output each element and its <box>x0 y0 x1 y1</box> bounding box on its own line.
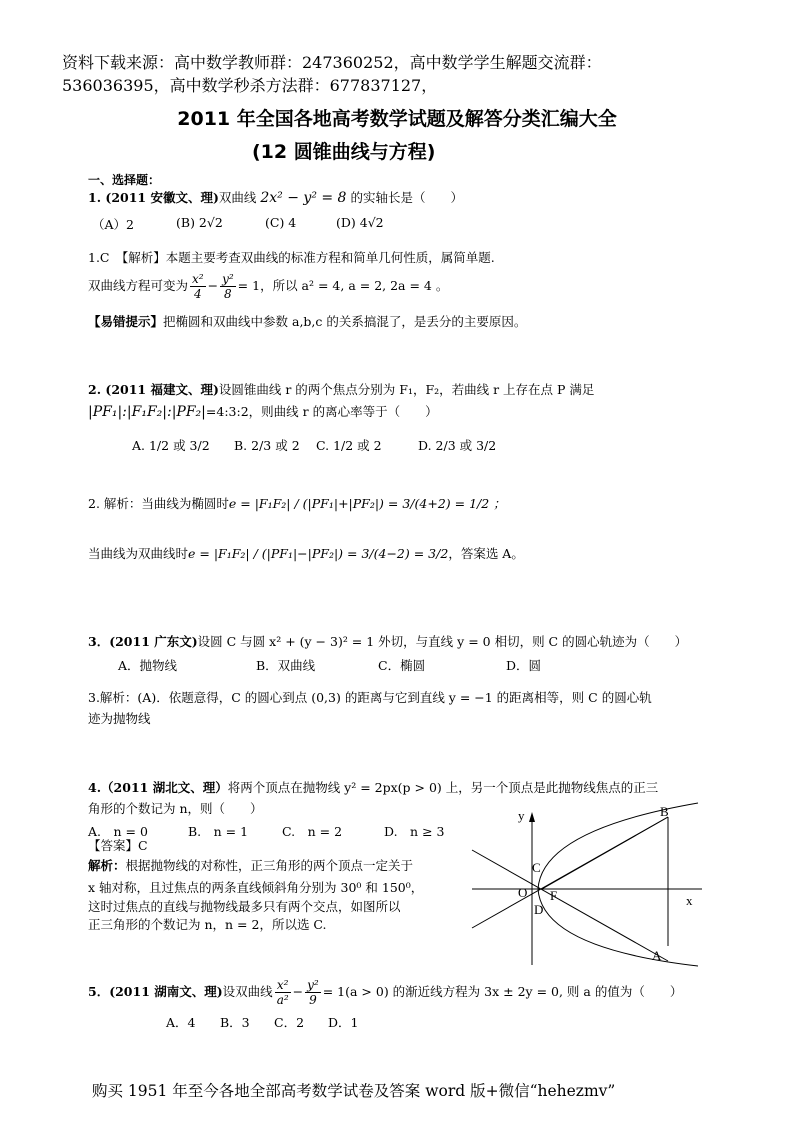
q1-solution-b: = 1，所以 a² = 4, a = 2, 2a = 4 。 <box>237 278 449 293</box>
segment-FB <box>542 817 668 889</box>
q2-solution-2-label: 当曲线为双曲线时 <box>88 546 189 561</box>
q4-option-d: D. n ≥ 3 <box>384 824 445 839</box>
q3-solution-line-2: 迹为抛物线 <box>88 711 151 726</box>
q5-frac-x: $\frac{\text{x²}}{\text{a²}}$ <box>276 978 289 1007</box>
q4-solution-line-1 <box>88 858 413 874</box>
line-through-focus-1 <box>472 850 668 961</box>
y-axis-arrow <box>529 812 535 822</box>
q1-solution-a: 双曲线方程可变为 <box>88 278 189 293</box>
footer-note: 购买 1951 年至今各地全部高考数学试卷及答案 word 版+微信“hehezmv” <box>92 1082 616 1100</box>
q4-solution-label: 解析： <box>88 858 126 873</box>
q2-ratio-tail: =4:3:2，则曲线 r 的离心率等于（ ） <box>205 404 438 419</box>
q1-tip-text: 把椭圆和双曲线中参数 a,b,c 的关系搞混了，是丢分的主要原因。 <box>163 314 527 329</box>
label-B: B <box>660 804 669 819</box>
q1-label: 1. (2011 安徽文、理) <box>88 190 219 205</box>
parabola-figure <box>470 800 710 970</box>
q4-option-b: B. n = 1 <box>188 824 249 839</box>
q3-stem <box>88 634 687 650</box>
q3-option-b: B．双曲线 <box>256 658 316 673</box>
q1-option-c: (C) 4 <box>265 215 297 230</box>
label-C: C <box>532 860 541 875</box>
section-heading: 一、选择题： <box>88 173 161 187</box>
q4-option-c: C. n = 2 <box>282 824 343 839</box>
q1-answer-label: 1.C 【解析】 <box>88 250 166 265</box>
q1-option-b: (B) 2√2 <box>176 215 223 230</box>
q1-answer <box>88 250 495 266</box>
q1-tip-label: 【易错提示】 <box>88 314 164 329</box>
q4-solution-line-4: 正三角形的个数记为 n，n = 2，所以选 C. <box>88 917 327 932</box>
q3-option-a: A．抛物线 <box>118 658 178 673</box>
q5-option-c: C．2 <box>274 1015 305 1030</box>
q4-stem-line-1 <box>88 780 658 796</box>
q4-answer: 【答案】C <box>88 838 148 853</box>
document-title: 2011 年全国各地高考数学试题及解答分类汇编大全 <box>177 108 617 130</box>
header-line-1: 资料下载来源：高中数学教师群：247360252，高中数学学生解题交流群： <box>62 53 602 72</box>
q5-stem: 5．(2011 湖南文、理)设双曲线 $\frac{\text{x²}}{\text{a²}}$ − $\frac{\text{y²}}{9}$ = 1(a > 0) 的渐近线方程为 3x ± 2y = 0, 则 a 的值为（ ） <box>88 978 683 1007</box>
q3-option-d: D．圆 <box>506 658 542 673</box>
q3-stem-text: 设圆 C 与圆 x² + (y − 3)² = 1 外切，与直线 y = 0 相切，则 C 的圆心轨迹为（ ） <box>197 634 688 649</box>
q2-solution-2-tail: ，答案选 A。 <box>448 546 524 561</box>
q4-label: 4.（2011 湖北文、理） <box>88 780 228 795</box>
q1-frac-x: $\frac{\text{x²}}{4}$ <box>192 272 204 301</box>
q1-stem-a: 双曲线 <box>218 190 261 205</box>
q4-stem-line-2: 角形的个数记为 n，则（ ） <box>88 801 263 816</box>
q1-expr: 2x² − y² = 8 <box>260 190 347 206</box>
q2-option-d: D. 2/3 或 3/2 <box>418 438 497 453</box>
q2-option-a: A. 1/2 或 3/2 <box>132 438 210 453</box>
q4-option-a: A. n = 0 <box>88 824 148 839</box>
q5-stem-b: = 1(a > 0) 的渐近线方程为 3x ± 2y = 0, 则 a 的值为（ ） <box>322 984 683 999</box>
q2-option-c: C. 1/2 或 2 <box>316 438 382 453</box>
label-y: y <box>518 808 525 823</box>
q3-solution-line-1: 3.解析：(A)．依题意得，C 的圆心到点 (0,3) 的距离与它到直线 y = −1 的距离相等，则 C 的圆心轨 <box>88 690 652 705</box>
label-D: D <box>534 902 544 917</box>
header-line-2: 536036395，高中数学秒杀方法群：677837127， <box>62 76 438 95</box>
q2-stem <box>88 382 594 398</box>
q1-option-a: （A）2 <box>92 217 134 232</box>
q5-option-b: B．3 <box>220 1015 250 1030</box>
q4-solution-line-3: 这时过焦点的直线与抛物线最多只有两个交点，如图所以 <box>88 899 401 914</box>
q2-solution-2 <box>88 546 524 562</box>
q2-solution-1 <box>88 496 506 512</box>
q1-frac-y: $\frac{\text{y²}}{8}$ <box>222 272 234 301</box>
q5-label: 5．(2011 湖南文、理) <box>88 984 223 999</box>
q1-tip <box>88 314 526 330</box>
q2-option-b: B. 2/3 或 2 <box>234 438 300 453</box>
q1-option-d: (D) 4√2 <box>336 215 384 230</box>
q4-solution-text-1: 根据抛物线的对称性，正三角形的两个顶点一定关于 <box>125 858 414 873</box>
q2-ratio-expr: |PF₁|:|F₁F₂|:|PF₂| <box>88 404 206 420</box>
q2-solution-2-expr: e = |F₁F₂| / (|PF₁|−|PF₂|) = 3/(4−2) = 3/2 <box>188 546 449 561</box>
label-F: F <box>550 888 558 903</box>
q5-stem-a: 设双曲线 <box>222 984 273 999</box>
label-O: O <box>518 885 528 900</box>
q3-label: 3．(2011 广东文) <box>88 634 198 649</box>
parabola-curve <box>538 803 698 966</box>
label-x: x <box>686 893 693 908</box>
q2-solution-1-expr: e = |F₁F₂| / (|PF₁|+|PF₂|) = 3/(4+2) = 1/2 ； <box>228 496 506 511</box>
q4-stem-text: 将两个顶点在抛物线 y² = 2px(p > 0) 上，另一个顶点是此抛物线焦点的正三 <box>227 780 659 795</box>
document-subtitle: (12 圆锥曲线与方程) <box>252 141 436 163</box>
q5-option-a: A．4 <box>166 1015 196 1030</box>
q2-label: 2. (2011 福建文、理) <box>88 382 219 397</box>
q2-solution-1-label: 2. 解析：当曲线为椭圆时 <box>88 496 229 511</box>
q3-option-c: C．椭圆 <box>378 658 426 673</box>
q5-frac-y: $\frac{\text{y²}}{9}$ <box>307 978 319 1007</box>
q2-ratio <box>88 404 438 420</box>
q1-stem-b: 的实轴长是（ ） <box>346 190 463 205</box>
q1-stem <box>88 190 463 206</box>
q5-option-d: D．1 <box>328 1015 359 1030</box>
q1-answer-text: 本题主要考查双曲线的标准方程和简单几何性质，属简单题. <box>165 250 495 265</box>
q2-stem-text: 设圆锥曲线 r 的两个焦点分别为 F₁，F₂，若曲线 r 上存在点 P 满足 <box>218 382 595 397</box>
label-A: A <box>652 948 662 963</box>
q1-solution: 双曲线方程可变为 $\frac{\text{x²}}{4}$ − $\frac{\text{y²}}{8}$ = 1，所以 a² = 4, a = 2, 2a = 4 。 <box>88 272 449 301</box>
q4-solution-line-2: x 轴对称，且过焦点的两条直线倾斜角分别为 30⁰ 和 150⁰， <box>88 880 424 895</box>
